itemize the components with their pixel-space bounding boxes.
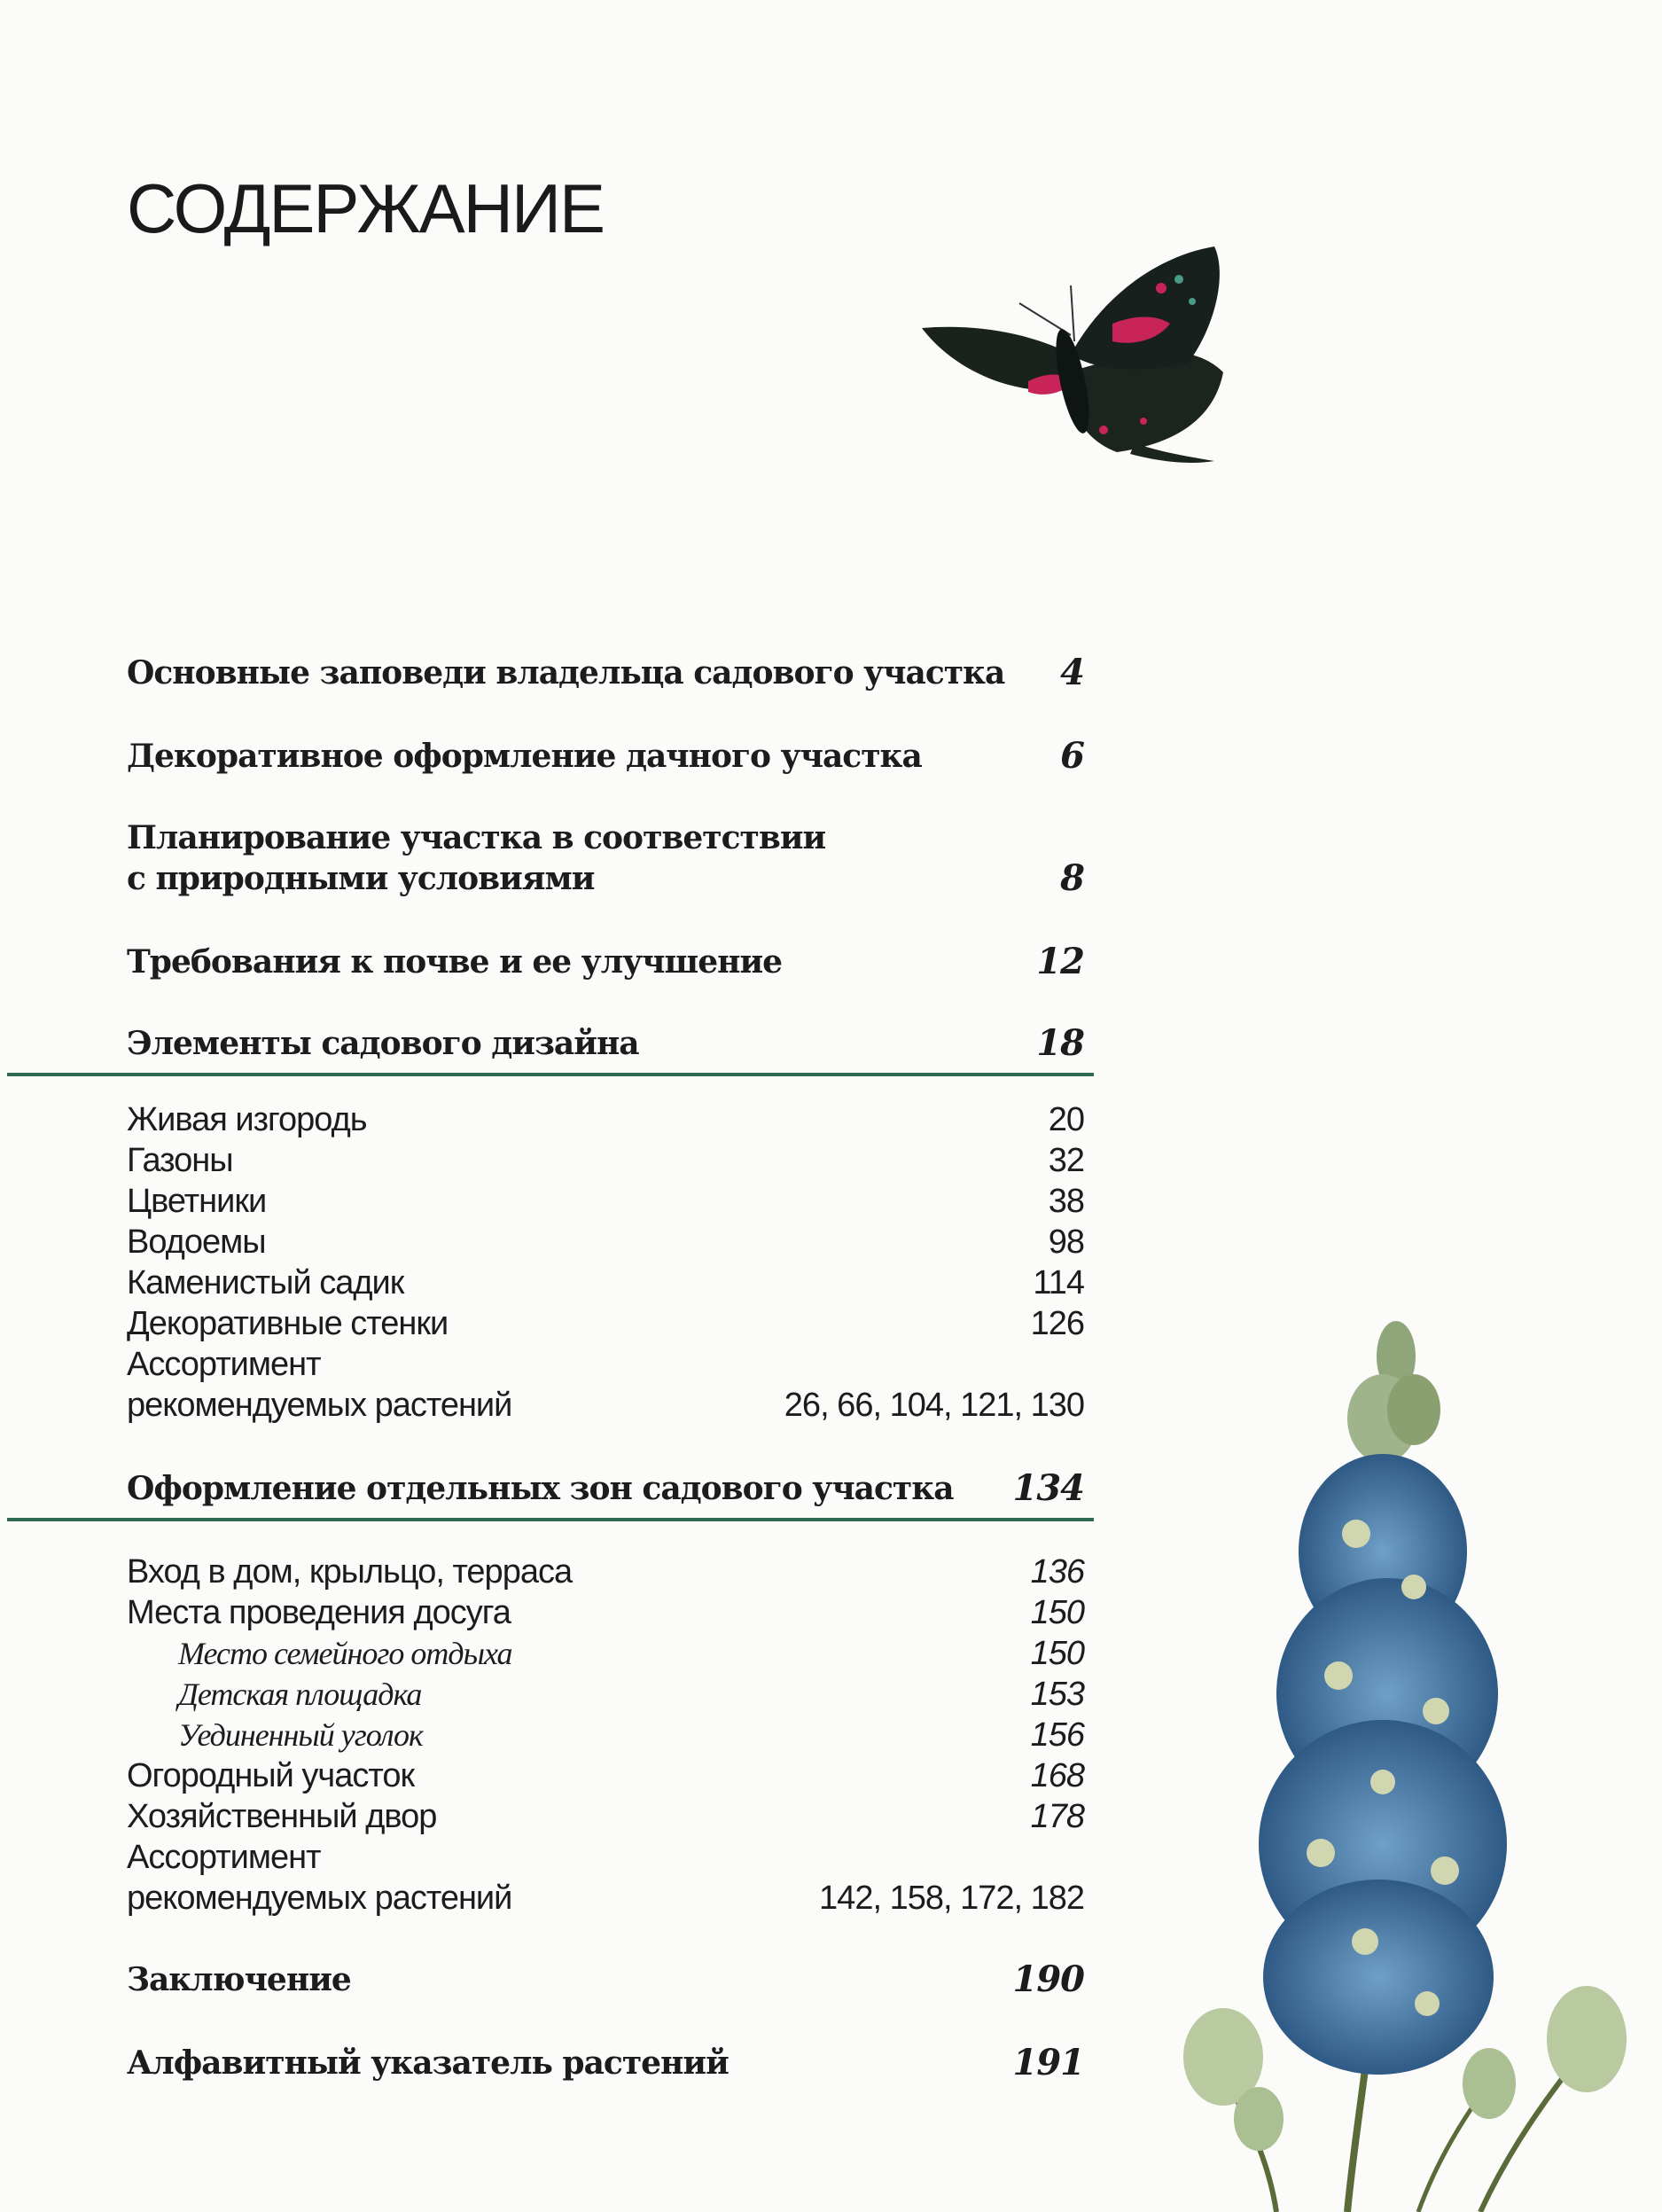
toc-entry[interactable]: Декоративное оформление дачного участка 6	[127, 735, 1084, 777]
page-number: 150	[1030, 1594, 1084, 1631]
toc-entry[interactable]: Основные заповеди владельца садового участка 4	[127, 652, 1084, 693]
page-number: 178	[1030, 1798, 1084, 1835]
toc-subentry[interactable]: Вход в дом, крыльцо, терраса 136	[127, 1553, 1084, 1591]
toc-subentry[interactable]: Ассортимент рекомендуемых растений 26, 66, 104, 121, 130	[127, 1346, 1084, 1424]
delphinium-illustration	[1170, 1321, 1662, 2212]
page-number: 114	[1033, 1264, 1084, 1301]
toc-subentry[interactable]: Детская площадка 153	[178, 1676, 1084, 1713]
section-divider	[7, 1518, 1094, 1521]
page-number: 98	[1048, 1223, 1084, 1261]
toc-subentry[interactable]: Огородный участок 168	[127, 1757, 1084, 1794]
toc-subentry[interactable]: Водоемы 98	[127, 1223, 1084, 1261]
page-number: 134	[1012, 1467, 1084, 1509]
toc-entry[interactable]: Элементы садового дизайна 18	[127, 1022, 1084, 1064]
page-number: 38	[1048, 1183, 1084, 1220]
page-number: 12	[1036, 941, 1084, 982]
page-number: 136	[1030, 1553, 1084, 1591]
page-number: 126	[1030, 1305, 1084, 1342]
page-number: 18	[1036, 1022, 1084, 1064]
page-number: 26, 66, 104, 121, 130	[784, 1387, 1084, 1424]
page-number: 168	[1030, 1757, 1084, 1794]
toc-subentry[interactable]: Ассортимент рекомендуемых растений 142, 158, 172, 182	[127, 1839, 1084, 1917]
toc-subentry[interactable]: Живая изгородь 20	[127, 1101, 1084, 1138]
section-divider	[7, 1073, 1094, 1076]
page-title: СОДЕРЖАНИЕ	[127, 169, 605, 247]
toc-entry[interactable]: Заключение 190	[127, 1958, 1084, 2000]
toc-subentry[interactable]: Хозяйственный двор 178	[127, 1798, 1084, 1835]
toc-subentry[interactable]: Уединенный уголок 156	[178, 1716, 1084, 1754]
toc-subentry[interactable]: Цветники 38	[127, 1183, 1084, 1220]
toc-entry[interactable]: Требования к почве и ее улучшение 12	[127, 941, 1084, 982]
toc-entry[interactable]: Оформление отдельных зон садового участка 134	[127, 1467, 1084, 1509]
page-number: 142, 158, 172, 182	[819, 1880, 1084, 1917]
page-number: 191	[1012, 2042, 1084, 2083]
page-number: 153	[1030, 1676, 1084, 1713]
page-number: 156	[1030, 1716, 1084, 1754]
toc-entry[interactable]: Алфавитный указатель растений 191	[127, 2042, 1084, 2083]
toc-subentry[interactable]: Газоны 32	[127, 1142, 1084, 1179]
toc-entry[interactable]: Планирование участка в соответствии с природными условиями 8	[127, 819, 1084, 899]
page-number: 8	[1060, 857, 1084, 899]
page-number: 150	[1030, 1635, 1084, 1672]
page-number: 6	[1060, 735, 1084, 777]
toc-subentry[interactable]: Каменистый садик 114	[127, 1264, 1084, 1301]
page-number: 190	[1012, 1958, 1084, 2000]
toc-subentry[interactable]: Места проведения досуга 150	[127, 1594, 1084, 1631]
toc-subentry[interactable]: Декоративные стенки 126	[127, 1305, 1084, 1342]
toc-subentry[interactable]: Место семейного отдыха 150	[178, 1635, 1084, 1672]
page-number: 32	[1048, 1142, 1084, 1179]
page-number: 4	[1060, 652, 1084, 693]
table-of-contents	[127, 0, 1084, 2212]
page-number: 20	[1048, 1101, 1084, 1138]
